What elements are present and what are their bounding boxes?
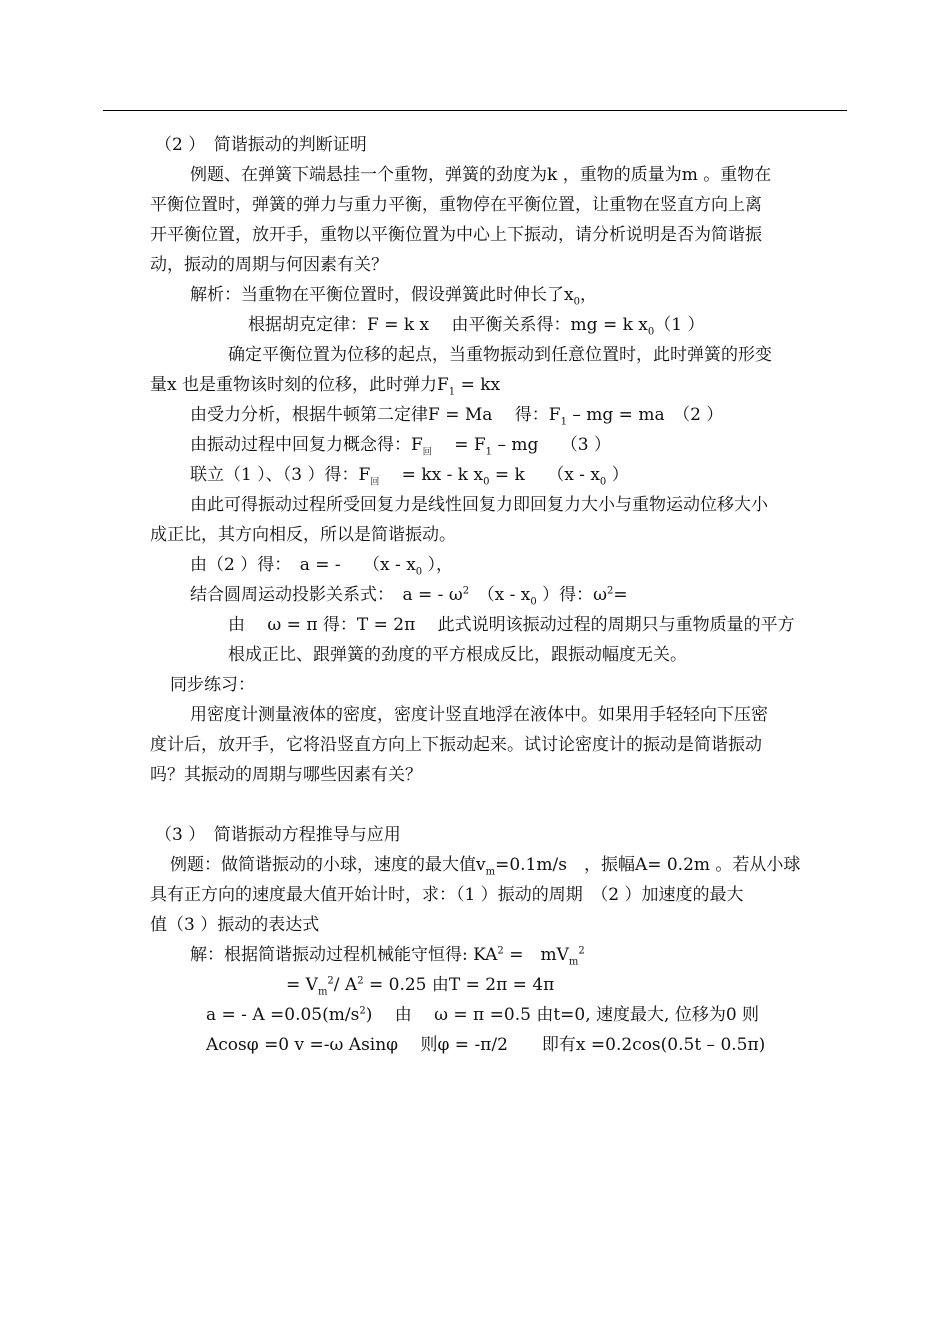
section-3-heading: （3 ） 简谐振动方程推导与应用 xyxy=(155,825,401,845)
practice-line-2: 度计后，放开手，它将沿竖直方向上下振动起来。试讨论密度计的振动是简谐振动 xyxy=(150,735,762,755)
max-acceleration-line: a = - $A =0.05(m/s^2)$ 由 ω = π =0.5 由t=0, 速度最大, 位移为0 则 xyxy=(206,1005,760,1025)
acceleration-line: 由（2 ）得： a = - （$x - x_0$ ）， xyxy=(190,555,454,578)
example-2-line-1: 例题：做简谐振动的小球，速度的最大值$v_m=0.1m/s$ ，振幅A= 0.2m 。若从小球 xyxy=(170,855,801,878)
header-rule xyxy=(103,110,847,111)
period-line-1: 由 ω = π 得：T = 2π 此式说明该振动过程的周期只与重物质量的平方 xyxy=(228,615,795,635)
practice-line-1: 用密度计测量液体的密度，密度计竖直地浮在液体中。如果用手轻轻向下压密 xyxy=(190,705,768,725)
displacement-line-1: 确定平衡位置为位移的起点，当重物振动到任意位置时，此时弹簧的形变 xyxy=(228,345,772,365)
example-line-2: 平衡位置时，弹簧的弹力与重力平衡，重物停在平衡位置，让重物在竖直方向上离 xyxy=(150,195,762,215)
solution-intro: 解析：当重物在平衡位置时，假设弹簧此时伸长了$x_0$， xyxy=(190,285,597,308)
displacement-line-2: 量x 也是重物该时刻的位移，此时弹力$F_1$ = kx xyxy=(150,375,501,398)
conclusion-line-1: 由此可得振动过程所受回复力是线性回复力即回复力大小与重物运动位移大小 xyxy=(190,495,768,515)
combined-equation-line: 联立（1 ）、（3 ）得：$F_回$ = kx - k $x_0 = k$ （$x - x_0$ ） xyxy=(190,465,629,488)
example-2-line-3: 值（3 ）振动的表达式 xyxy=(150,915,320,935)
period-calculation-line: = $V_m^2/$ $A^2 = 0.25$ 由T = 2π = 4π xyxy=(286,975,555,998)
hooke-law-line: 根据胡克定律：F = k x 由平衡关系得：mg = k $x_0(1$ ） xyxy=(248,315,705,338)
circular-motion-line: 结合圆周运动投影关系式： a = - $\omega^2$ （$x - x_0$ ）得：$\omega^2=$ xyxy=(190,585,628,608)
practice-line-3: 吗？其振动的周期与哪些因素有关？ xyxy=(150,765,422,785)
newton-law-line: 由受力分析，根据牛顿第二定律F = Ma 得：$F_1$ – mg = ma （2 ） xyxy=(190,405,724,428)
example-line-4: 动，振动的周期与何因素有关？ xyxy=(150,255,388,275)
example-line-3: 开平衡位置，放开手，重物以平衡位置为中心上下振动，请分析说明是否为简谐振 xyxy=(150,225,762,245)
section-2-heading: （2 ） 简谐振动的判断证明 xyxy=(155,135,367,155)
example-line-1: 例题、在弹簧下端悬挂一个重物，弹簧的劲度为k ，重物的质量为m 。重物在 xyxy=(190,165,772,185)
example-2-line-2: 具有正方向的速度最大值开始计时，求：（1 ）振动的周期 （2 ）加速度的最大 xyxy=(150,885,744,905)
period-line-2: 根成正比、跟弹簧的劲度的平方根成反比，跟振动幅度无关。 xyxy=(228,645,687,665)
equation-result-line: Acosφ =0 v =-ω Asinφ 则φ = -π/2 即有x =0.2cos(0.5t – 0.5π) xyxy=(206,1035,766,1055)
energy-conservation-line: 解：根据简谐振动过程机械能守恒得: $KA^2$ = $mV_m^2$ xyxy=(190,945,585,968)
restoring-force-line: 由振动过程中回复力概念得：$F_回$ = $F_1$ – mg （3 ） xyxy=(190,435,611,458)
practice-title: 同步练习： xyxy=(170,675,255,695)
conclusion-line-2: 成正比，其方向相反，所以是简谐振动。 xyxy=(150,525,456,545)
